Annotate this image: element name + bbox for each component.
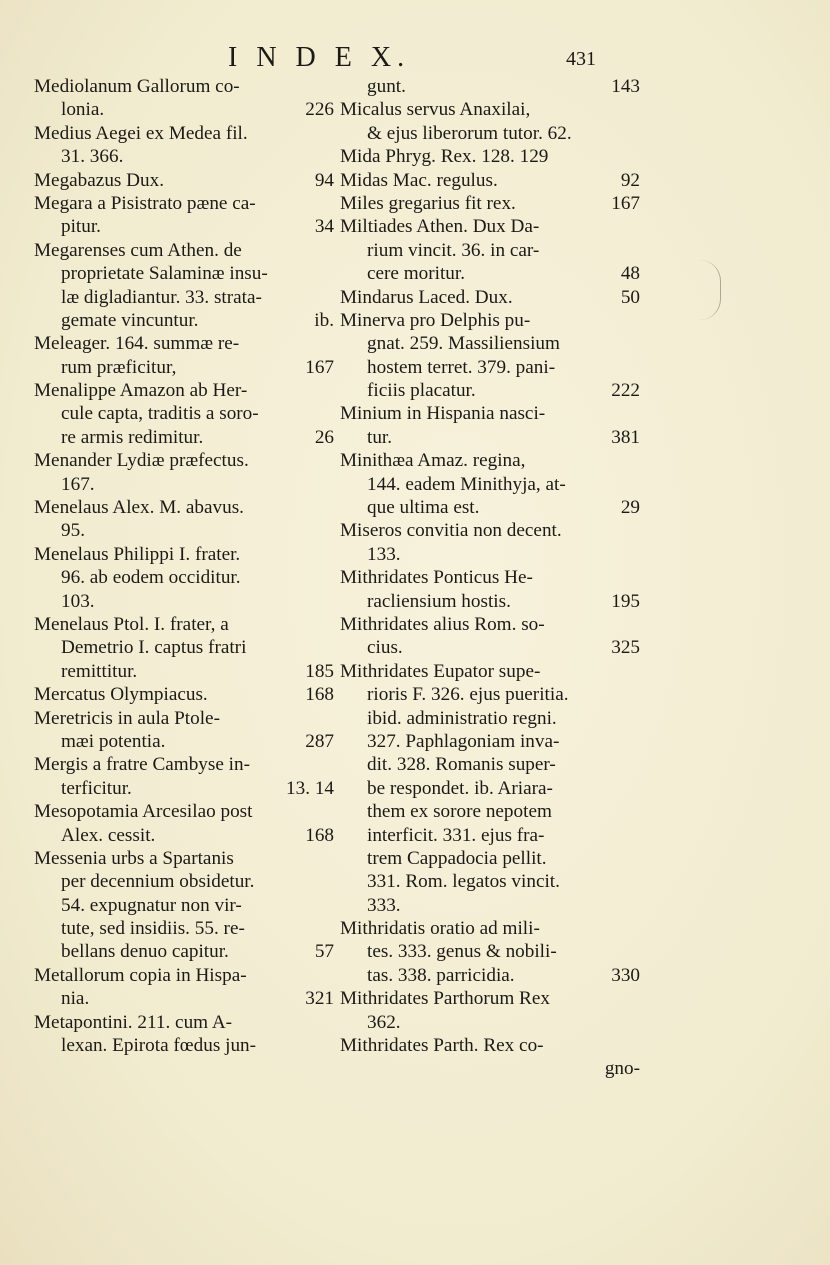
index-entry-line	[340, 917, 640, 940]
index-entry-line	[340, 239, 640, 262]
index-entry-line	[340, 824, 640, 847]
entry-text: cius.	[367, 637, 403, 659]
entry-text: pitur.	[61, 216, 101, 238]
entry-page-ref: 287	[305, 730, 334, 752]
entry-text: Demetrio I. captus fratri	[61, 637, 247, 659]
index-entry-line	[340, 987, 640, 1010]
entry-text: Mithridates Parthorum Rex	[340, 988, 550, 1010]
entry-page-ref: 50	[620, 286, 640, 308]
entry-text: terficitur.	[61, 777, 132, 799]
index-entry-line	[34, 753, 334, 776]
index-entry-line	[340, 707, 640, 730]
entry-text: 333.	[367, 894, 401, 916]
entry-text: Mithridatis oratio ad mili-	[340, 918, 540, 940]
entry-text: tute, sed insidiis. 55. re-	[61, 918, 245, 940]
entry-text: tur.	[367, 426, 393, 448]
entry-text: 95.	[61, 520, 85, 542]
index-entry-line	[34, 917, 334, 940]
index-entry-line	[340, 777, 640, 800]
index-entry-line	[34, 964, 334, 987]
entry-text: Megarenses cum Athen. de	[34, 239, 242, 261]
index-entry-line	[34, 239, 334, 262]
index-entry-line	[34, 660, 334, 683]
entry-text: racliensium hostis.	[367, 590, 511, 612]
entry-page-ref: 29	[620, 497, 640, 519]
entry-page-ref: 195	[611, 590, 640, 612]
index-entry-line	[34, 777, 334, 800]
entry-page-ref: ib.	[314, 309, 334, 331]
index-entry-line	[340, 496, 640, 519]
entry-text: mæi potentia.	[61, 730, 166, 752]
entry-text: Minithæa Amaz. regina,	[340, 450, 526, 472]
index-entry-line	[34, 730, 334, 753]
index-entry-line	[340, 473, 640, 496]
entry-text: 362.	[367, 1011, 401, 1033]
entry-text: Minerva pro Delphis pu-	[340, 309, 531, 331]
index-entry-line	[340, 1011, 640, 1034]
index-entry-line	[340, 426, 640, 449]
index-entry-line	[340, 402, 640, 425]
index-entry-line	[340, 566, 640, 589]
entry-text: Mida Phryg. Rex. 128. 129	[340, 146, 549, 168]
entry-text: Miseros convitia non decent.	[340, 520, 562, 542]
entry-text: Mesopotamia Arcesilao post	[34, 801, 253, 823]
entry-text: Alex. cessit.	[61, 824, 156, 846]
page-number: 431	[566, 48, 596, 70]
entry-text: Mergis a fratre Cambyse in-	[34, 754, 250, 776]
index-entry-line	[340, 1034, 640, 1057]
entry-page-ref: 48	[620, 263, 640, 285]
entry-text: dit. 328. Romanis super-	[367, 754, 556, 776]
entry-text: per decennium obsidetur.	[61, 871, 255, 893]
index-entry-line	[34, 449, 334, 472]
index-entry-line	[340, 940, 640, 963]
entry-text: trem Cappadocia pellit.	[367, 847, 547, 869]
index-entry-line	[340, 98, 640, 121]
index-entry-line	[34, 987, 334, 1010]
index-entry-line	[340, 379, 640, 402]
index-entry-line	[34, 286, 334, 309]
index-entry-line	[340, 847, 640, 870]
entry-text: Midas Mac. regulus.	[340, 169, 498, 191]
index-entry-line	[340, 730, 640, 753]
index-entry-line	[34, 356, 334, 379]
entry-page-ref: 226	[305, 99, 334, 121]
index-entry-line	[340, 332, 640, 355]
index-entry-line	[34, 847, 334, 870]
entry-text: & ejus liberorum tutor. 62.	[367, 122, 572, 144]
index-entry-line	[34, 402, 334, 425]
index-entry-line	[34, 824, 334, 847]
index-entry-line	[34, 566, 334, 589]
entry-text: tes. 333. genus & nobili-	[367, 941, 557, 963]
entry-text: lexan. Epirota fœdus jun-	[61, 1035, 257, 1057]
entry-text: 327. Paphlagoniam inva-	[367, 730, 560, 752]
entry-page-ref: 34	[314, 216, 334, 238]
index-entry-line	[34, 75, 334, 98]
entry-page-ref: 321	[305, 988, 334, 1010]
entry-text: gunt.	[367, 76, 406, 97]
index-entry-line	[340, 636, 640, 659]
entry-page-ref: 92	[620, 169, 640, 191]
entry-text: ficiis placatur.	[367, 380, 476, 402]
entry-text: 31. 366.	[61, 146, 124, 168]
index-entry-line	[340, 660, 640, 683]
index-entry-line	[34, 519, 334, 542]
entry-text: be respondet. ib. Ariara-	[367, 777, 553, 799]
index-entry-line	[340, 800, 640, 823]
entry-text: Menalippe Amazon ab Her-	[34, 380, 248, 402]
entry-text: proprietate Salaminæ insu-	[61, 263, 268, 285]
index-entry-line	[340, 356, 640, 379]
entry-text: tas. 338. parricidia.	[367, 964, 515, 986]
index-entry-line	[34, 145, 334, 168]
index-entry-line	[34, 636, 334, 659]
entry-page-ref: 167	[611, 192, 640, 214]
index-entry-line	[34, 1011, 334, 1034]
index-entry-line	[340, 286, 640, 309]
entry-text: Medius Aegei ex Medea fil.	[34, 122, 248, 144]
entry-page-ref: 325	[611, 637, 640, 659]
entry-text: rioris F. 326. ejus pueritia.	[367, 684, 569, 706]
entry-text: Micalus servus Anaxilai,	[340, 99, 531, 121]
index-entry-line	[34, 379, 334, 402]
entry-text: Meretricis in aula Ptole-	[34, 707, 220, 729]
index-entry-line	[34, 496, 334, 519]
index-entry-line	[340, 870, 640, 893]
index-entry-line	[340, 753, 640, 776]
index-entry-line	[340, 964, 640, 987]
entry-text: cule capta, traditis a soro-	[61, 403, 259, 425]
entry-page-ref: 13. 14	[286, 777, 334, 799]
entry-text: Mediolanum Gallorum co-	[34, 76, 240, 97]
index-entry-line	[340, 169, 640, 192]
index-entry-line	[340, 894, 640, 917]
entry-text: Minium in Hispania nasci-	[340, 403, 546, 425]
index-entry-line	[340, 192, 640, 215]
entry-text: Messenia urbs a Spartanis	[34, 847, 234, 869]
index-entry-line	[34, 169, 334, 192]
entry-text: læ digladiantur. 33. strata-	[61, 286, 262, 308]
entry-text: gno-	[604, 1058, 640, 1080]
entry-text: lonia.	[61, 99, 105, 121]
entry-page-ref: 167	[305, 356, 334, 378]
index-heading: I N D E X.	[228, 42, 411, 73]
index-entry-line	[340, 122, 640, 145]
entry-text: Miles gregarius fit rex.	[340, 192, 516, 214]
entry-page-ref: 94	[314, 169, 334, 191]
entry-page-ref: 330	[611, 964, 640, 986]
entry-text: them ex sorore nepotem	[367, 801, 552, 823]
entry-text: ibid. administratio regni.	[367, 707, 557, 729]
entry-text: cere moritur.	[367, 263, 466, 285]
index-entry-line	[340, 262, 640, 285]
entry-text: Metapontini. 211. cum A-	[34, 1011, 233, 1033]
index-entry-line	[340, 215, 640, 238]
entry-text: Meleager. 164. summæ re-	[34, 333, 240, 355]
page-header	[0, 42, 830, 76]
index-entry-line	[340, 449, 640, 472]
index-column-left	[34, 75, 334, 1057]
index-entry-line	[34, 192, 334, 215]
entry-text: remittitur.	[61, 660, 138, 682]
index-entry-line	[34, 215, 334, 238]
entry-text: gemate vincuntur.	[61, 309, 199, 331]
entry-text: hostem terret. 379. pani-	[367, 356, 556, 378]
entry-text: rum præficitur,	[61, 356, 177, 378]
index-entry-line	[340, 613, 640, 636]
entry-text: Mithridates alius Rom. so-	[340, 613, 545, 635]
index-entry-line	[34, 122, 334, 145]
entry-text: interficit. 331. ejus fra-	[367, 824, 545, 846]
entry-text: 144. eadem Minithyja, at-	[367, 473, 566, 495]
entry-text: rium vincit. 36. in car-	[367, 239, 540, 261]
entry-text: Menelaus Ptol. I. frater, a	[34, 613, 229, 635]
entry-text: Mithridates Eupator supe-	[340, 660, 541, 682]
index-entry-line	[34, 707, 334, 730]
entry-text: Metallorum copia in Hispa-	[34, 964, 247, 986]
entry-text: 133.	[367, 543, 401, 565]
index-column-right	[340, 75, 640, 1081]
index-entry-line	[340, 309, 640, 332]
entry-text: 167.	[61, 473, 95, 495]
index-entry-line	[34, 590, 334, 613]
index-entry-line	[34, 894, 334, 917]
entry-page-ref: 168	[305, 824, 334, 846]
entry-page-ref: 222	[611, 380, 640, 402]
index-entry-line	[34, 426, 334, 449]
entry-page-ref: 185	[305, 660, 334, 682]
entry-text: 103.	[61, 590, 95, 612]
index-entry-line	[34, 98, 334, 121]
entry-text: Mindarus Laced. Dux.	[340, 286, 513, 308]
index-entry-line	[340, 145, 640, 168]
index-entry-line	[340, 75, 640, 98]
entry-text: Mithridates Ponticus He-	[340, 567, 533, 589]
entry-text: 331. Rom. legatos vincit.	[367, 871, 560, 893]
entry-page-ref: 26	[314, 426, 334, 448]
entry-page-ref: 168	[305, 684, 334, 706]
entry-text: 54. expugnatur non vir-	[61, 894, 242, 916]
index-entry-line	[340, 519, 640, 542]
index-entry-line	[340, 590, 640, 613]
entry-page-ref: 57	[314, 941, 334, 963]
index-entry-line	[34, 800, 334, 823]
index-entry-line	[34, 473, 334, 496]
entry-text: 96. ab eodem occiditur.	[61, 567, 241, 589]
entry-text: que ultima est.	[367, 497, 480, 519]
index-entry-line	[34, 613, 334, 636]
entry-text: gnat. 259. Massiliensium	[367, 333, 560, 355]
entry-text: Menander Lydiæ præfectus.	[34, 450, 249, 472]
index-entry-line	[34, 1034, 334, 1057]
entry-text: bellans denuo capitur.	[61, 941, 229, 963]
entry-page-ref: 381	[611, 426, 640, 448]
entry-text: re armis redimitur.	[61, 426, 204, 448]
index-entry-line	[34, 332, 334, 355]
index-entry-line	[34, 309, 334, 332]
index-entry-line	[340, 543, 640, 566]
index-entry-line	[34, 940, 334, 963]
index-entry-line	[34, 543, 334, 566]
entry-text: Mithridates Parth. Rex co-	[340, 1035, 544, 1057]
index-entry-line	[34, 683, 334, 706]
margin-annotation	[700, 260, 721, 320]
catchword	[340, 1057, 640, 1080]
index-entry-line	[34, 262, 334, 285]
entry-text: Megara a Pisistrato pæne ca-	[34, 192, 256, 214]
entry-text: nia.	[61, 988, 90, 1010]
entry-text: Megabazus Dux.	[34, 169, 165, 191]
entry-text: Menelaus Alex. M. abavus.	[34, 497, 244, 519]
index-entry-line	[340, 683, 640, 706]
entry-text: Mercatus Olympiacus.	[34, 684, 208, 706]
entry-page-ref: 143	[611, 76, 640, 97]
index-entry-line	[34, 870, 334, 893]
entry-text: Menelaus Philippi I. frater.	[34, 543, 241, 565]
entry-text: Miltiades Athen. Dux Da-	[340, 216, 540, 238]
